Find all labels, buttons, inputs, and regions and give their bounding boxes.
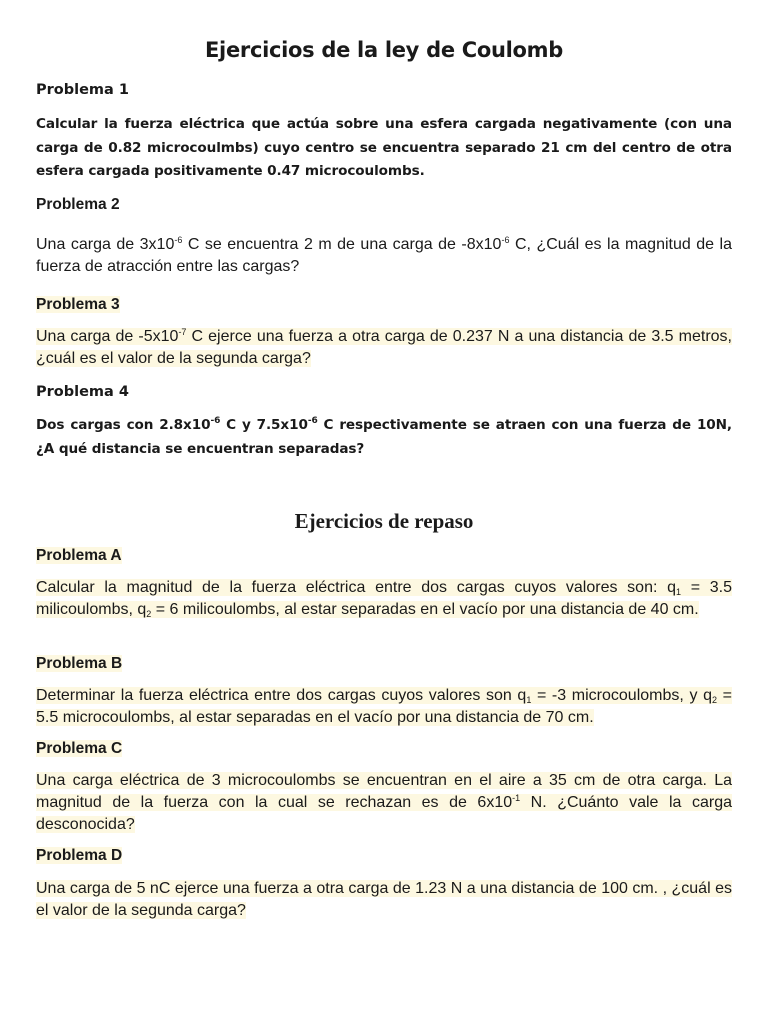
problem-a-text: Calcular la magnitud de la fuerza eléctrica entre dos cargas cuyos valores son: $q_1 = 3.5$ milicoulombs, $q_2 = 6$ milicoulombs, al estar separadas en el vacío por una distancia de 40 cm. <box>36 579 732 619</box>
problem-d-heading: Problema D <box>36 847 123 864</box>
problem-1-text: Calcular la fuerza eléctrica que actúa sobre una esfera cargada negativamente (con una carga de 0.82 microcoulmbs) cuyo centro se encuentra separado 21 cm del centro de otra esfera cargada positivamente 0.47 microcoulombs. <box>36 116 732 179</box>
problem-4-heading: Problema 4 <box>36 384 129 400</box>
problem-3-heading: Problema 3 <box>36 296 120 313</box>
problem-c-text: Una carga eléctrica de 3 microcoulombs se encuentran en el aire a 35 cm de otra carga. La magnitud de la fuerza con la cual se rechazan es de $6x10^{-1}$ N. ¿Cuánto vale la carga desconocida? <box>36 772 733 833</box>
problem-a-heading: Problema A <box>36 547 122 564</box>
problem-3-text: Una carga de $-5x10^{-7}$ C ejerce una fuerza a otra carga de 0.237 N a una distancia de 3.5 metros, ¿cuál es el valor de la segunda carga? <box>36 327 733 367</box>
document-title: Ejercicios de la ley de Coulomb <box>205 38 563 62</box>
problem-b-text: Determinar la fuerza eléctrica entre dos cargas cuyos valores son $q_1 = -3$ microcoulombs, y $q_2 = 5.5$ microcoulombs, al estar separadas en el vacío por una distancia de 70 cm. <box>36 687 732 726</box>
problem-b-heading: Problema B <box>36 655 123 672</box>
problem-2-heading: Problema 2 <box>36 196 120 213</box>
review-section-title: Ejercicios de repaso <box>294 509 474 533</box>
problem-c-heading: Problema C <box>36 740 123 757</box>
problem-1-heading: Problema 1 <box>36 82 129 98</box>
problem-d-text: Una carga de 5 nC ejerce una fuerza a otra carga de 1.23 N a una distancia de 100 cm. , ¿cuál es el valor de la segunda carga? <box>36 880 732 919</box>
problem-4-text: Dos cargas con $2.8x10^{-6}$ C y $7.5x10^{-6}$ C respectivamente se atraen con una fuerza de 10N, ¿A qué distancia se encuentran separadas? <box>36 416 732 457</box>
problem-2-text: Una carga de $3x10^{-6}$ C se encuentra 2 m de una carga de $-8x10^{-6}$ C, ¿Cuál es la magnitud de la fuerza de atracción entre las cargas? <box>36 235 733 275</box>
